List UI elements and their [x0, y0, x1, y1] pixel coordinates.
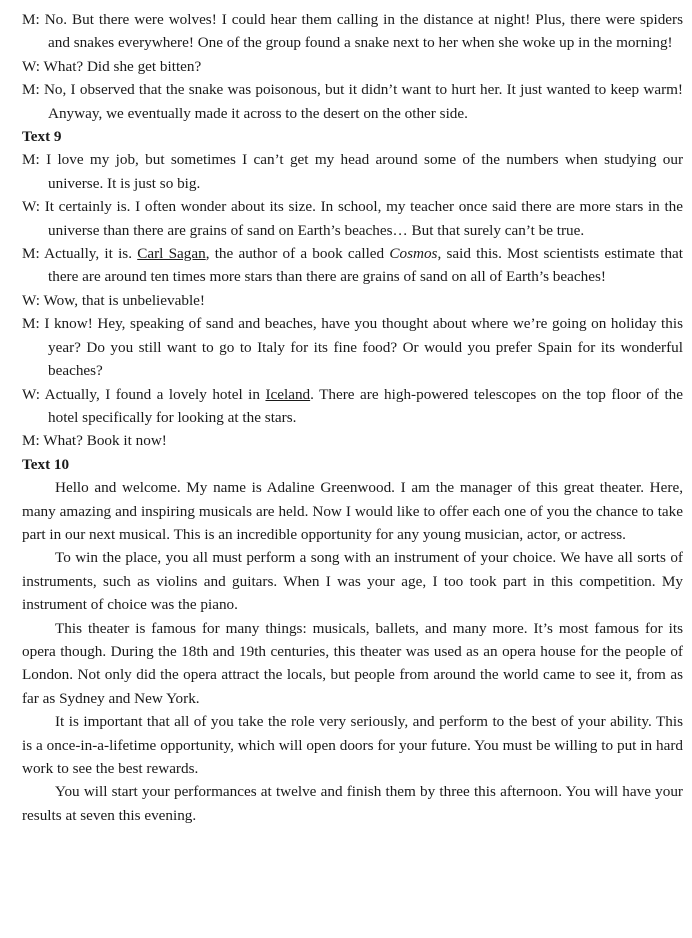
dialog-text-part: , the author of a book called — [205, 245, 390, 263]
dialog-line — [22, 195, 683, 242]
dialog-line — [22, 8, 683, 55]
paragraph: Hello and welcome. My name is Adaline Greenwood. I am the manager of this great theater. Here, many amazing and inspiring musicals are held. Now I would like to offer each one of you the chance to take part in our next musical. This is an incredible opportunity for any young musician, actor, or actress. — [22, 479, 683, 543]
dialog-line — [22, 312, 683, 382]
dialog-line — [22, 78, 683, 125]
book-title: Cosmos — [389, 245, 438, 263]
dialog-text: I know! Hey, speaking of sand and beaches, have you thought about where we’re going on holiday this year? Do you still want to go to Italy for its fine food? Or would you prefer Spain for its wonderful beaches? — [44, 315, 684, 380]
dialog-line — [22, 429, 683, 452]
paragraph: You will start your performances at twelve and finish them by three this afternoon. You will have your results at seven this evening. — [22, 783, 683, 824]
speaker-label: M: — [22, 81, 40, 99]
dialog-text-part: . There are high-powered telescopes on the top floor of the hotel specifically for looking at the stars. — [48, 385, 683, 426]
dialog-line — [22, 242, 683, 289]
speaker-label: M: — [22, 432, 40, 450]
dialog-line — [22, 55, 683, 78]
speaker-label: M: — [22, 151, 40, 169]
speaker-label: W: — [22, 385, 40, 403]
section-heading-text-10: Text 10 — [22, 455, 70, 473]
paragraph: This theater is famous for many things: musicals, ballets, and many more. It’s most famous for its opera though. During the 18th and 19th centuries, this theater was used as an opera house for the people of London. Not only did the opera attract the locals, but people from around the world came to see it, from as far as Sydney and New York. — [22, 619, 683, 707]
speaker-label: M: — [22, 11, 40, 28]
speaker-label: W: — [22, 198, 40, 216]
person-name-link: Carl Sagan — [137, 245, 206, 263]
dialog-text: Wow, that is unbelievable! — [43, 291, 205, 309]
dialog-text: What? Did she get bitten? — [43, 57, 202, 75]
place-name-link: Iceland — [265, 385, 311, 403]
dialog-line — [22, 289, 683, 312]
dialog-text: No, I observed that the snake was poisonous, but it didn’t want to hurt her. It just wanted to keep warm! Anyway, we eventually made it across to the desert on the other side. — [43, 81, 683, 122]
dialog-text: I love my job, but sometimes I can’t get my head around some of the numbers when studying our universe. It is just so big. — [46, 151, 684, 192]
dialog-text-part: Actually, I found a lovely hotel in — [44, 385, 266, 403]
paragraph: To win the place, you all must perform a song with an instrument of your choice. We have all sorts of instruments, such as violins and guitars. When I was your age, I too took part in this competition. My instrument of choice was the piano. — [22, 549, 683, 614]
speaker-label: W: — [22, 291, 40, 309]
dialog-line — [22, 383, 683, 430]
paragraph: It is important that all of you take the role very seriously, and perform to the best of your ability. This is a once-in-a-lifetime opportunity, which will open doors for your future. You must be willing to put in hard work to see the best rewards. — [22, 713, 683, 777]
speaker-label: M: — [22, 315, 40, 333]
dialog-text: What? Book it now! — [43, 432, 167, 450]
text-8-dialog — [22, 8, 683, 125]
dialog-text-part: Actually, it is. — [44, 245, 138, 263]
dialog-line — [22, 148, 683, 195]
section-heading-text-9: Text 9 — [22, 128, 62, 146]
speaker-label: M: — [22, 245, 40, 263]
dialog-text: No. But there were wolves! I could hear them calling in the distance at night! Plus, there were spiders and snakes everywhere! One of the group found a snake next to her when she woke up in the morning! — [44, 11, 684, 52]
dialog-text-part: , said this. Most scientists estimate that there are around ten times more stars than there are grains of sand on all of Earth’s beaches! — [48, 245, 683, 286]
dialog-text: It certainly is. I often wonder about its size. In school, my teacher once said there are more stars in the universe than there are grains of sand on Earth’s beaches… But that surely can’t be true. — [44, 198, 684, 239]
speaker-label: W: — [22, 57, 40, 75]
text-9-dialog — [22, 148, 683, 452]
